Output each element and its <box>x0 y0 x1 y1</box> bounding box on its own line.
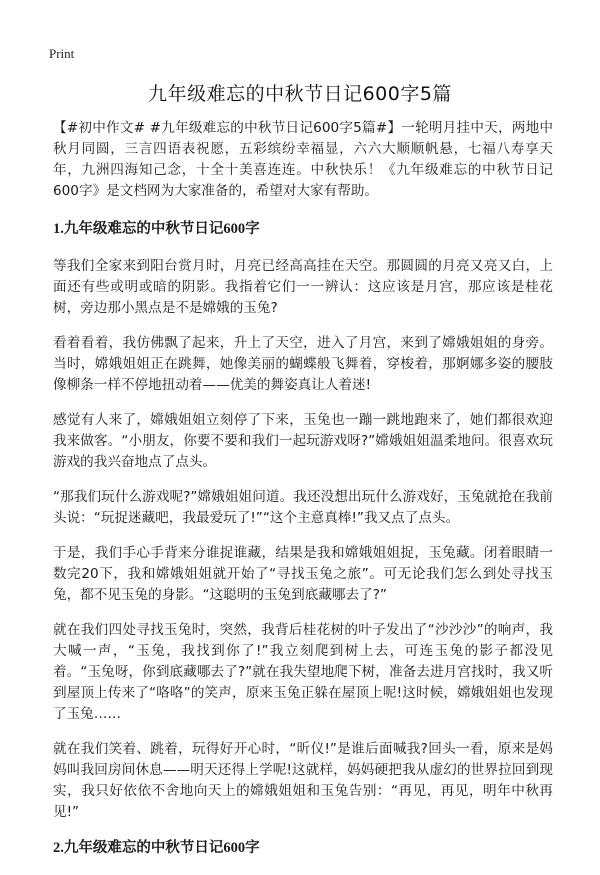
paragraph: 感觉有人来了，嫦娥姐姐立刻停了下来，玉兔也一蹦一跳地跑来了，她们都很欢迎我来做客。“小朋友，你要不要和我们一起玩游戏呀?”嫦娥姐姐温柔地问。很喜欢玩游戏的我兴奋地点了点头。 <box>53 412 553 470</box>
intro-paragraph: 【#初中作文# #九年级难忘的中秋节日记600字5篇#】一轮明月挂中天，两地中秋月同圆，三言四语表祝愿，五彩缤纷幸福显，六六大顺顺帆悬，七福八寿享天年，九洲四海知己念，十全十美喜连连。中秋快乐！《九年级难忘的中秋节日记600字》是文档网为大家准备的，希望对大家有帮助。 <box>53 120 553 199</box>
article-body <box>53 118 553 875</box>
paragraph: 看着看着，我仿佛飘了起来，升上了天空，进入了月宫，来到了嫦娥姐姐的身旁。当时，嫦娥姐姐正在跳舞，她像美丽的蝴蝶般飞舞着，穿梭着，那婀娜多姿的腰肢像柳条一样不停地扭动着——优美的舞姿真让人着迷! <box>53 335 553 393</box>
paragraph: 等我们全家来到阳台赏月时，月亮已经高高挂在天空。那圆圆的月亮又亮又白，上面还有些或明或暗的阴影。我指着它们一一辨认：这应该是月宫，那应该是桂花树，旁边那小黑点是不是嫦娥的玉兔? <box>53 258 553 316</box>
section-heading-2: 2.九年级难忘的中秋节日记600字 <box>53 840 260 856</box>
paragraph: 就在我们四处寻找玉兔时，突然，我背后桂花树的叶子发出了“沙沙沙”的响声，我大喊一声，“玉兔，我找到你了!”我立刻爬到树上去，可连玉兔的影子都没见着。“玉兔呀，你到底藏哪去了?”就在我失望地爬下树，准备去进月宫找时，我又听到屋顶上传来了“咯咯”的笑声，原来玉兔正躲在屋顶上呢!这时候，嫦娥姐姐也发现了玉兔…… <box>53 622 553 722</box>
paragraph: “那我们玩什么游戏呢?”嫦娥姐姐问道。我还没想出玩什么游戏好，玉兔就抢在我前头说：“玩捉迷藏吧，我最爱玩了!”“这个主意真棒!”我又点了点头。 <box>53 489 553 526</box>
paragraph: 于是，我们手心手背来分谁捉谁藏，结果是我和嫦娥姐姐捉，玉兔藏。闭着眼睛一数完20下，我和嫦娥姐姐就开始了“寻找玉兔之旅”。可无论我们怎么到处寻找玉兔，都不见玉兔的身影。“这聪明的玉兔到底藏哪去了?” <box>53 545 553 603</box>
section-heading-1: 1.九年级难忘的中秋节日记600字 <box>53 221 260 237</box>
print-link[interactable]: Print <box>49 46 75 61</box>
page-title: 九年级难忘的中秋节日记600字5篇 <box>148 83 452 105</box>
paragraph: 就在我们笑着、跳着，玩得好开心时，“昕仪!”是谁后面喊我?回头一看，原来是妈妈叫我回房间休息——明天还得上学呢!这就样，妈妈硬把我从虚幻的世界拉回到现实，我只好依依不舍地向天上的嫦娥姐姐和玉兔告别：“再见，再见，明年中秋再见!” <box>53 741 553 820</box>
